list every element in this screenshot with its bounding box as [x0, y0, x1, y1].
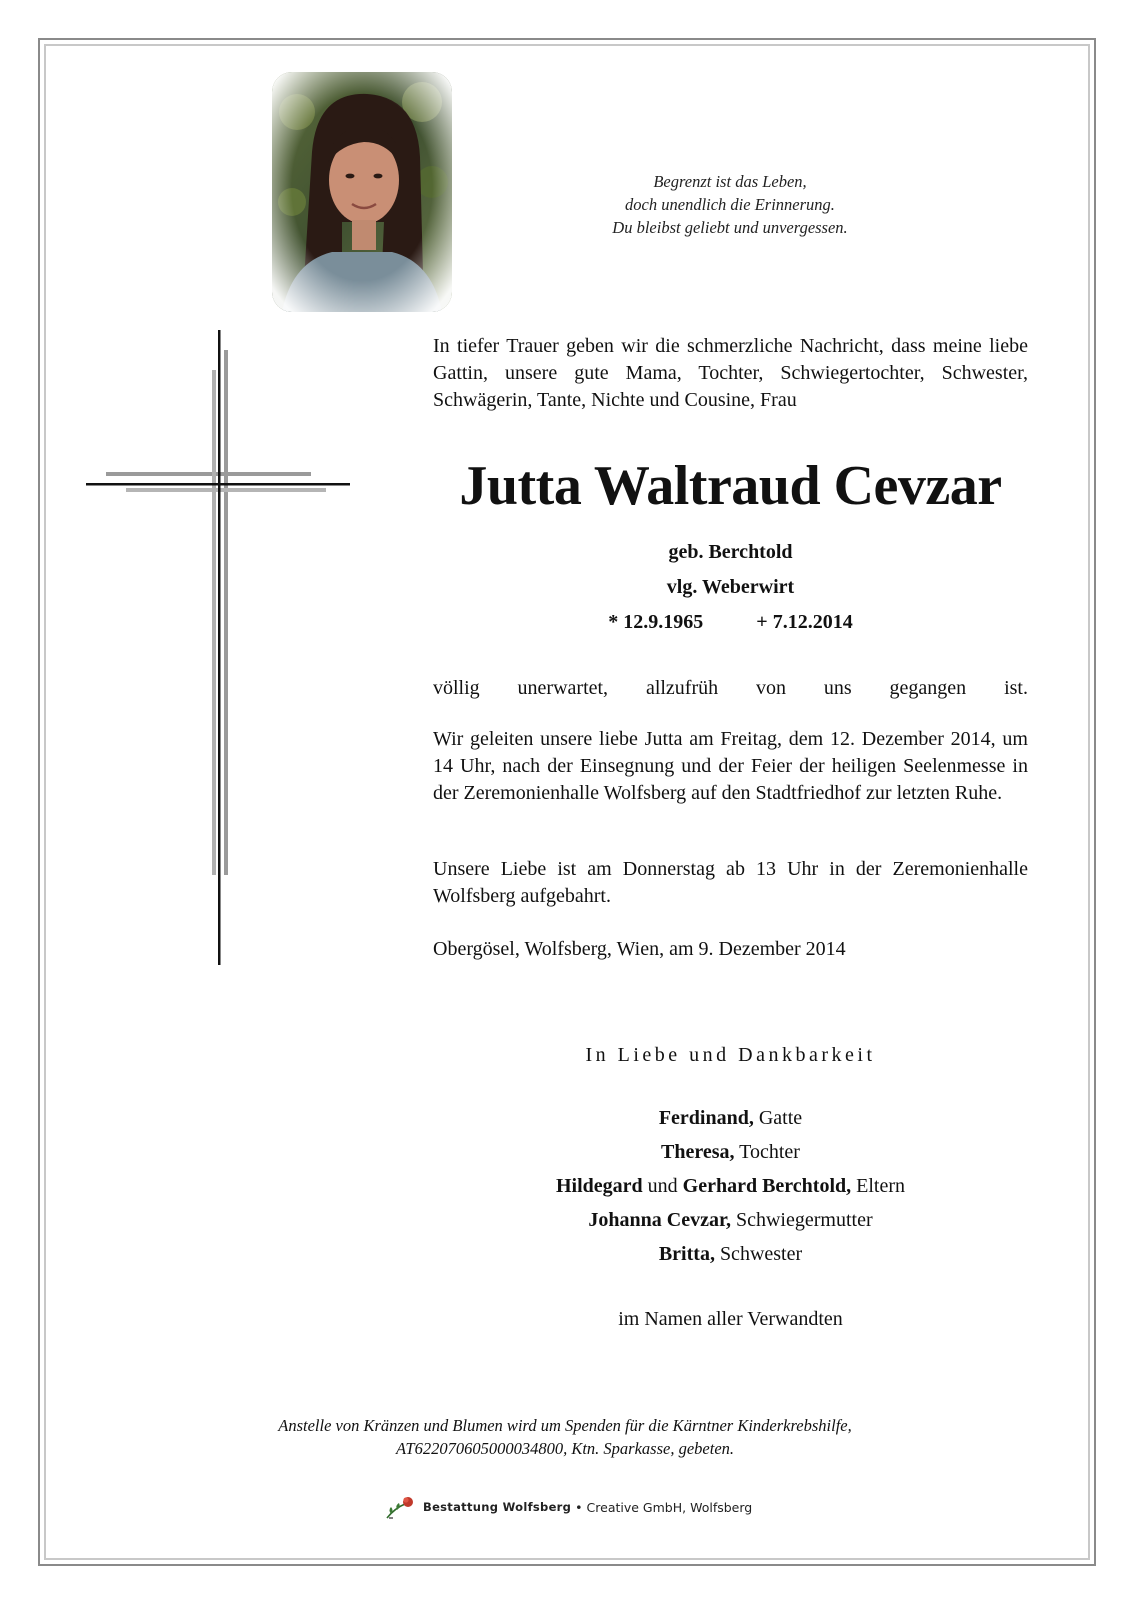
life-dates	[433, 611, 1028, 634]
mourner-name: Ferdinand,	[658, 1107, 754, 1129]
mourner-name: Hildegard	[555, 1175, 643, 1197]
mourner-conjunction: und	[642, 1175, 683, 1197]
intro-text: In tiefer Trauer geben wir die schmerzliche Nachricht, dass meine liebe Gattin, unsere gute Mama, Tochter, Schwiegertochter, Schwester, Schwägerin, Tante, Nichte und Cousine, Frau	[433, 335, 1028, 411]
mourner-relation: Schwester	[714, 1243, 803, 1265]
cross-shadow-horizontal-left	[106, 472, 311, 476]
footer-separator: •	[575, 1499, 583, 1515]
passed-word: ist.	[1004, 677, 1028, 699]
passed-word: gegangen	[889, 677, 967, 699]
mourner-row	[433, 1101, 1028, 1135]
passed-word: von	[756, 677, 786, 699]
cross-shadow-vertical-2	[212, 370, 216, 875]
footer-brand: Bestattung Wolfsberg	[423, 1500, 572, 1514]
donation-note	[150, 1414, 980, 1460]
cross-shadow-vertical	[224, 350, 228, 875]
mourner-row	[433, 1237, 1028, 1271]
cross-horizontal-beam	[86, 483, 350, 486]
mourner-row	[433, 1203, 1028, 1237]
mourner-relation: Tochter	[734, 1141, 800, 1163]
passed-line	[433, 675, 1028, 702]
motto-verse	[560, 170, 900, 239]
relatives-line: im Namen aller Verwandten	[618, 1308, 843, 1330]
cross-vertical-beam	[218, 330, 221, 965]
motto-line: Du bleibst geliebt und unvergessen.	[612, 218, 848, 237]
passed-word: völlig	[433, 677, 480, 699]
viewing-details: Unsere Liebe ist am Donnerstag ab 13 Uhr in der Zeremonienhalle Wolfsberg aufgebahrt.	[433, 858, 1028, 907]
birth-name: geb. Berchtold	[668, 541, 793, 563]
deceased-name: Jutta Waltraud Cevzar	[459, 455, 1002, 517]
mourner-row	[433, 1135, 1028, 1169]
donation-line: Anstelle von Kränzen und Blumen wird um Spenden für die Kärntner Kinderkrebshilfe,	[278, 1416, 852, 1435]
passed-word: unerwartet,	[517, 677, 609, 699]
mourner-name: Theresa,	[661, 1141, 735, 1163]
passed-word: allzufrüh	[645, 677, 719, 699]
funeral-details: Wir geleiten unsere liebe Jutta am Freitag, dem 12. Dezember 2014, um 14 Uhr, nach der Einsegnung und der Feier der heiligen Seelenmesse in der Zeremonienhalle Wolfsberg auf den Stadtfriedhof zur letzten Ruhe.	[433, 728, 1028, 804]
mourner-relation: Gatte	[753, 1107, 803, 1129]
cross-shadow-horizontal-right	[126, 488, 326, 492]
place-and-date: Obergösel, Wolfsberg, Wien, am 9. Dezember 2014	[433, 938, 846, 960]
motto-line: Begrenzt ist das Leben,	[653, 172, 807, 191]
motto-line: doch unendlich die Erinnerung.	[625, 195, 835, 214]
portrait-photo	[272, 72, 452, 312]
birth-date: * 12.9.1965	[608, 611, 704, 633]
donation-line: AT622070605000034800, Ktn. Sparkasse, gebeten.	[395, 1439, 735, 1458]
mourners-list	[433, 1101, 1028, 1271]
rose-logo-icon	[385, 1494, 417, 1520]
footer-company: Creative GmbH, Wolfsberg	[586, 1499, 753, 1515]
vulgo-name: vlg. Weberwirt	[666, 576, 795, 598]
mourner-relation: Eltern	[851, 1175, 906, 1197]
mourner-name: Johanna Cevzar,	[588, 1209, 731, 1231]
mourner-name: Britta,	[658, 1243, 715, 1265]
thanks-line: In Liebe und Dankbarkeit	[585, 1044, 876, 1066]
death-date: + 7.12.2014	[756, 611, 853, 633]
cross-icon	[86, 330, 368, 985]
passed-word: uns	[823, 677, 852, 699]
mourner-row	[433, 1169, 1028, 1203]
footer-credit	[385, 1494, 752, 1520]
mourner-name: Gerhard Berchtold,	[682, 1175, 852, 1197]
mourner-relation: Schwiegermutter	[730, 1209, 873, 1231]
